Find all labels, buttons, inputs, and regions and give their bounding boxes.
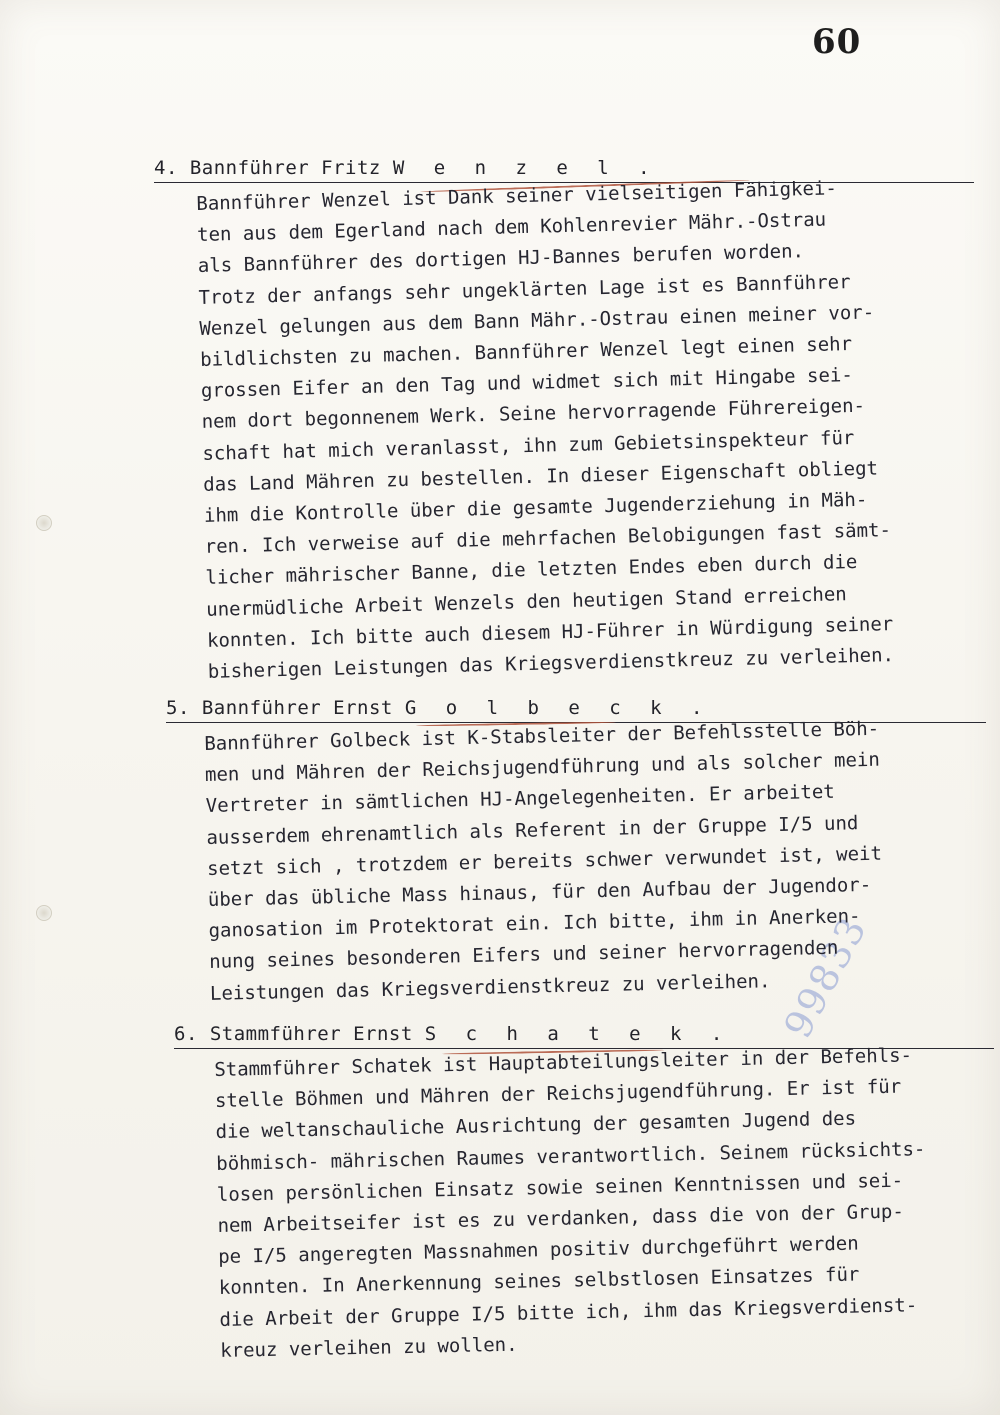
text-line: losen persönlichen Einsatz sowie seinen Kenntnissen und sei- <box>216 1169 904 1206</box>
section-surname: S c h a t e k . <box>424 1023 732 1045</box>
text-line: nung seines besonderen Eifers und seiner hervorragenden <box>209 937 839 974</box>
text-line: die weltanschauliche Ausrichtung der gesamten Jugend des <box>215 1107 857 1144</box>
section-5 <box>166 697 986 1010</box>
text-line: schaft hat mich veranlasst, ihn zum Gebietsinspekteur für <box>202 426 855 465</box>
text-line: Stammführer Schatek ist Hauptabteilungsleiter in der Befehls- <box>214 1044 913 1081</box>
section-body <box>214 1039 1000 1367</box>
text-line: kreuz verleihen zu wollen. <box>219 1333 518 1362</box>
text-line: grossen Eifer an den Tag und widmet sich mit Hingabe sei- <box>200 364 854 403</box>
text-line: ganosation im Protektorat ein. Ich bitte, ihm in Anerken- <box>208 905 861 943</box>
text-line: Wenzel gelungen aus dem Bann Mähr.-Ostrau einen meiner vor- <box>199 301 875 340</box>
text-line: stelle Böhmen und Mähren der Reichsjugendführung. Er ist für <box>214 1075 902 1113</box>
text-line: setzt sich , trotzdem er bereits schwer verwundet ist, weit <box>206 842 883 880</box>
punch-hole <box>36 905 52 921</box>
text-line: bisherigen Leistungen das Kriegsverdienstkreuz zu verleihen. <box>207 644 895 683</box>
punch-hole <box>36 515 52 531</box>
text-line: nem Arbeitseifer ist es zu verdanken, dass die von der Grup- <box>217 1200 905 1237</box>
section-6 <box>174 1023 994 1367</box>
text-line: men und Mähren der Reichsjugendführung und als solcher mein <box>204 748 881 787</box>
text-line: pe I/5 angeregten Massnahmen positiv durchgeführt werden <box>218 1232 859 1269</box>
text-line: das Land Mähren zu bestellen. In dieser Eigenschaft obliegt <box>202 457 879 496</box>
text-line: unermüdliche Arbeit Wenzels den heutigen Stand erreichen <box>206 582 847 621</box>
text-line: über das übliche Mass hinaus, für den Aufbau der Jugendor- <box>207 873 872 911</box>
section-rank: Bannführer Ernst <box>201 697 393 719</box>
section-number: 5. <box>166 697 190 719</box>
text-line: Leistungen das Kriegsverdienstkreuz zu verleihen. <box>209 969 771 1005</box>
section-number: 6. <box>174 1023 198 1045</box>
text-line: bildlichsten zu machen. Bannführer Wenzel legt einen sehr <box>199 333 853 371</box>
archive-stamp: 99833 <box>775 908 876 1046</box>
page-number: 60 <box>812 22 862 62</box>
section-surname: G o l b e c k . <box>404 697 712 719</box>
section-surname: W e n z e l . <box>392 157 659 179</box>
text-line: konnten. In Anerkennung seines selbstlosen Einsatzes für <box>218 1263 860 1300</box>
text-line: ihm die Kontrolle über die gesamte Jugenderziehung in Mäh- <box>203 488 868 527</box>
text-line: als Bannführer des dortigen HJ-Bannes berufen worden. <box>197 240 805 278</box>
text-line: nem dort begonnenem Werk. Seine hervorragende Führereigen- <box>201 395 866 434</box>
section-body <box>204 711 992 1009</box>
text-line: böhmisch- mährischen Raumes verantwortlich. Seinem rücksichts- <box>216 1137 926 1175</box>
section-rank: Bannführer Fritz <box>189 157 381 179</box>
text-line: konnten. Ich bitte auch diesem HJ-Führer in Würdigung seiner <box>206 612 894 652</box>
text-line: Bannführer Golbeck ist K-Stabsleiter der Befehlsstelle Böh- <box>204 717 880 755</box>
text-line: Bannführer Wenzel ist Dank seiner vielseitigen Fähigkei- <box>196 177 838 215</box>
text-line: Trotz der anfangs sehr ungeklärten Lage ist es Bannführer <box>198 270 851 309</box>
text-line: ausserdem ehrenamtlich als Referent in der Gruppe I/5 und <box>206 811 859 849</box>
text-line: ren. Ich verweise auf die mehrfachen Belobigungen fast sämt- <box>204 519 892 559</box>
text-line: licher mährischer Banne, die letzten Endes eben durch die <box>205 551 858 590</box>
section-body <box>196 170 986 688</box>
text-line: ten aus dem Egerland nach dem Kohlenrevier Mähr.-Ostrau <box>196 208 827 247</box>
section-rank: Stammführer Ernst <box>209 1023 413 1045</box>
text-line: die Arbeit der Gruppe I/5 bitte ich, ihm das Kriegsverdienst- <box>219 1293 918 1331</box>
text-line: Vertreter in sämtlichen HJ-Angelegenheiten. Er arbeitet <box>205 781 835 818</box>
section-number: 4. <box>154 157 178 179</box>
section-4 <box>154 157 974 688</box>
